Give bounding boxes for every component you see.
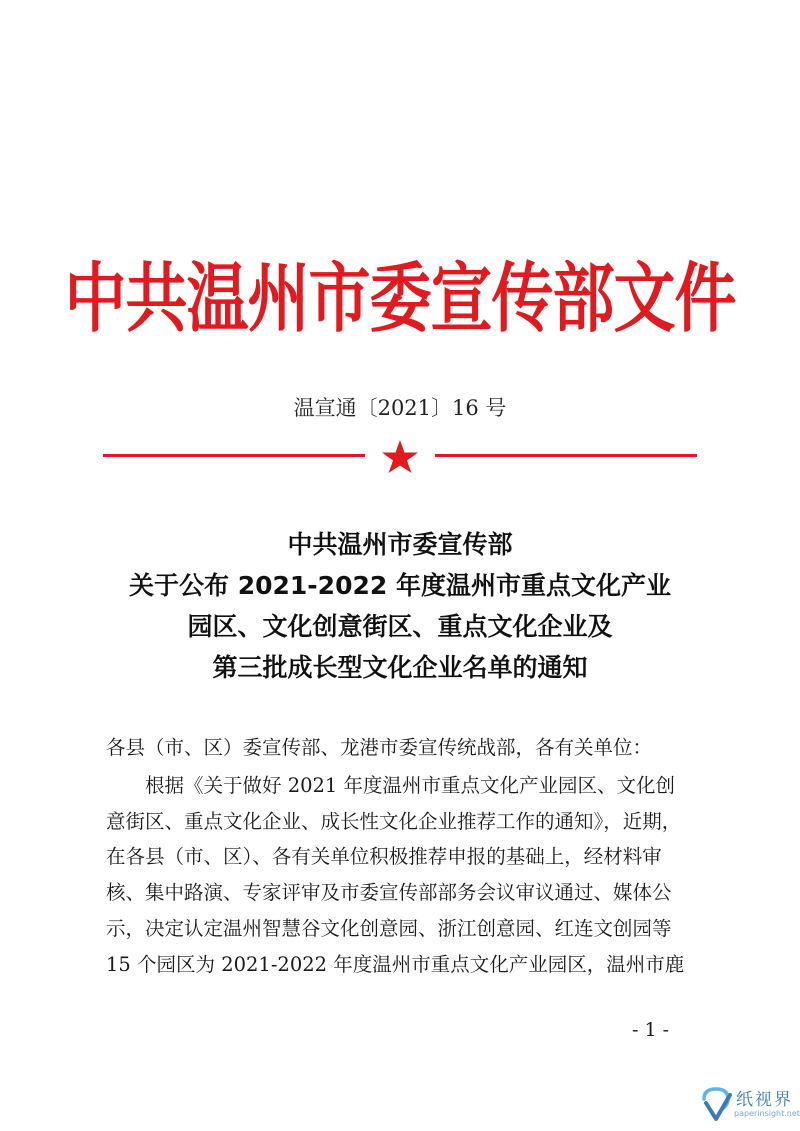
watermark-logo-icon [700,1085,734,1125]
salutation: 各县（市、区）委宣传部、龙港市委宣传统战部，各有关单位： [106,736,653,759]
masthead: 中共温州市委宣传部文件 [64,253,736,343]
paragraph-line: 示，决定认定温州智慧谷文化创意园、浙江创意园、红连文创园等 [106,916,672,940]
watermark-brand: 纸视界 [736,1090,793,1110]
page-number: - 1 - [632,1019,670,1041]
title-line: 关于公布 2021-2022 年度温州市重点文化产业 [129,571,671,600]
divider-line-left [103,454,365,457]
watermark-url: paperinsight.net [734,1109,800,1118]
paragraph-line: 根据《关于做好 2021 年度温州市重点文化产业园区、文化创 [145,774,676,797]
title-line: 园区、文化创意街区、重点文化企业及 [187,612,613,641]
paragraph-line: 意街区、重点文化企业、成长性文化企业推荐工作的通知》，近期， [106,809,682,833]
red-divider [103,438,697,478]
divider-line-right [435,454,697,457]
paragraph-line: 在各县（市、区）、各有关单位积极推荐申报的基础上，经材料审 [106,845,662,869]
paragraph-line: 15 个园区为 2021-2022 年度温州市重点文化产业园区，温州市鹿 [106,952,685,976]
red-star-icon [382,440,418,473]
notice-title [0,524,800,688]
title-line: 中共温州市委宣传部 [287,530,513,559]
watermark [700,1083,800,1127]
body-paragraph [106,768,696,982]
document-number: 温宣通〔2021〕16 号 [293,396,507,420]
title-line: 第三批成长型文化企业名单的通知 [212,653,588,682]
paragraph-line: 核、集中路演、专家评审及市委宣传部部务会议审议通过、媒体公 [106,881,672,905]
